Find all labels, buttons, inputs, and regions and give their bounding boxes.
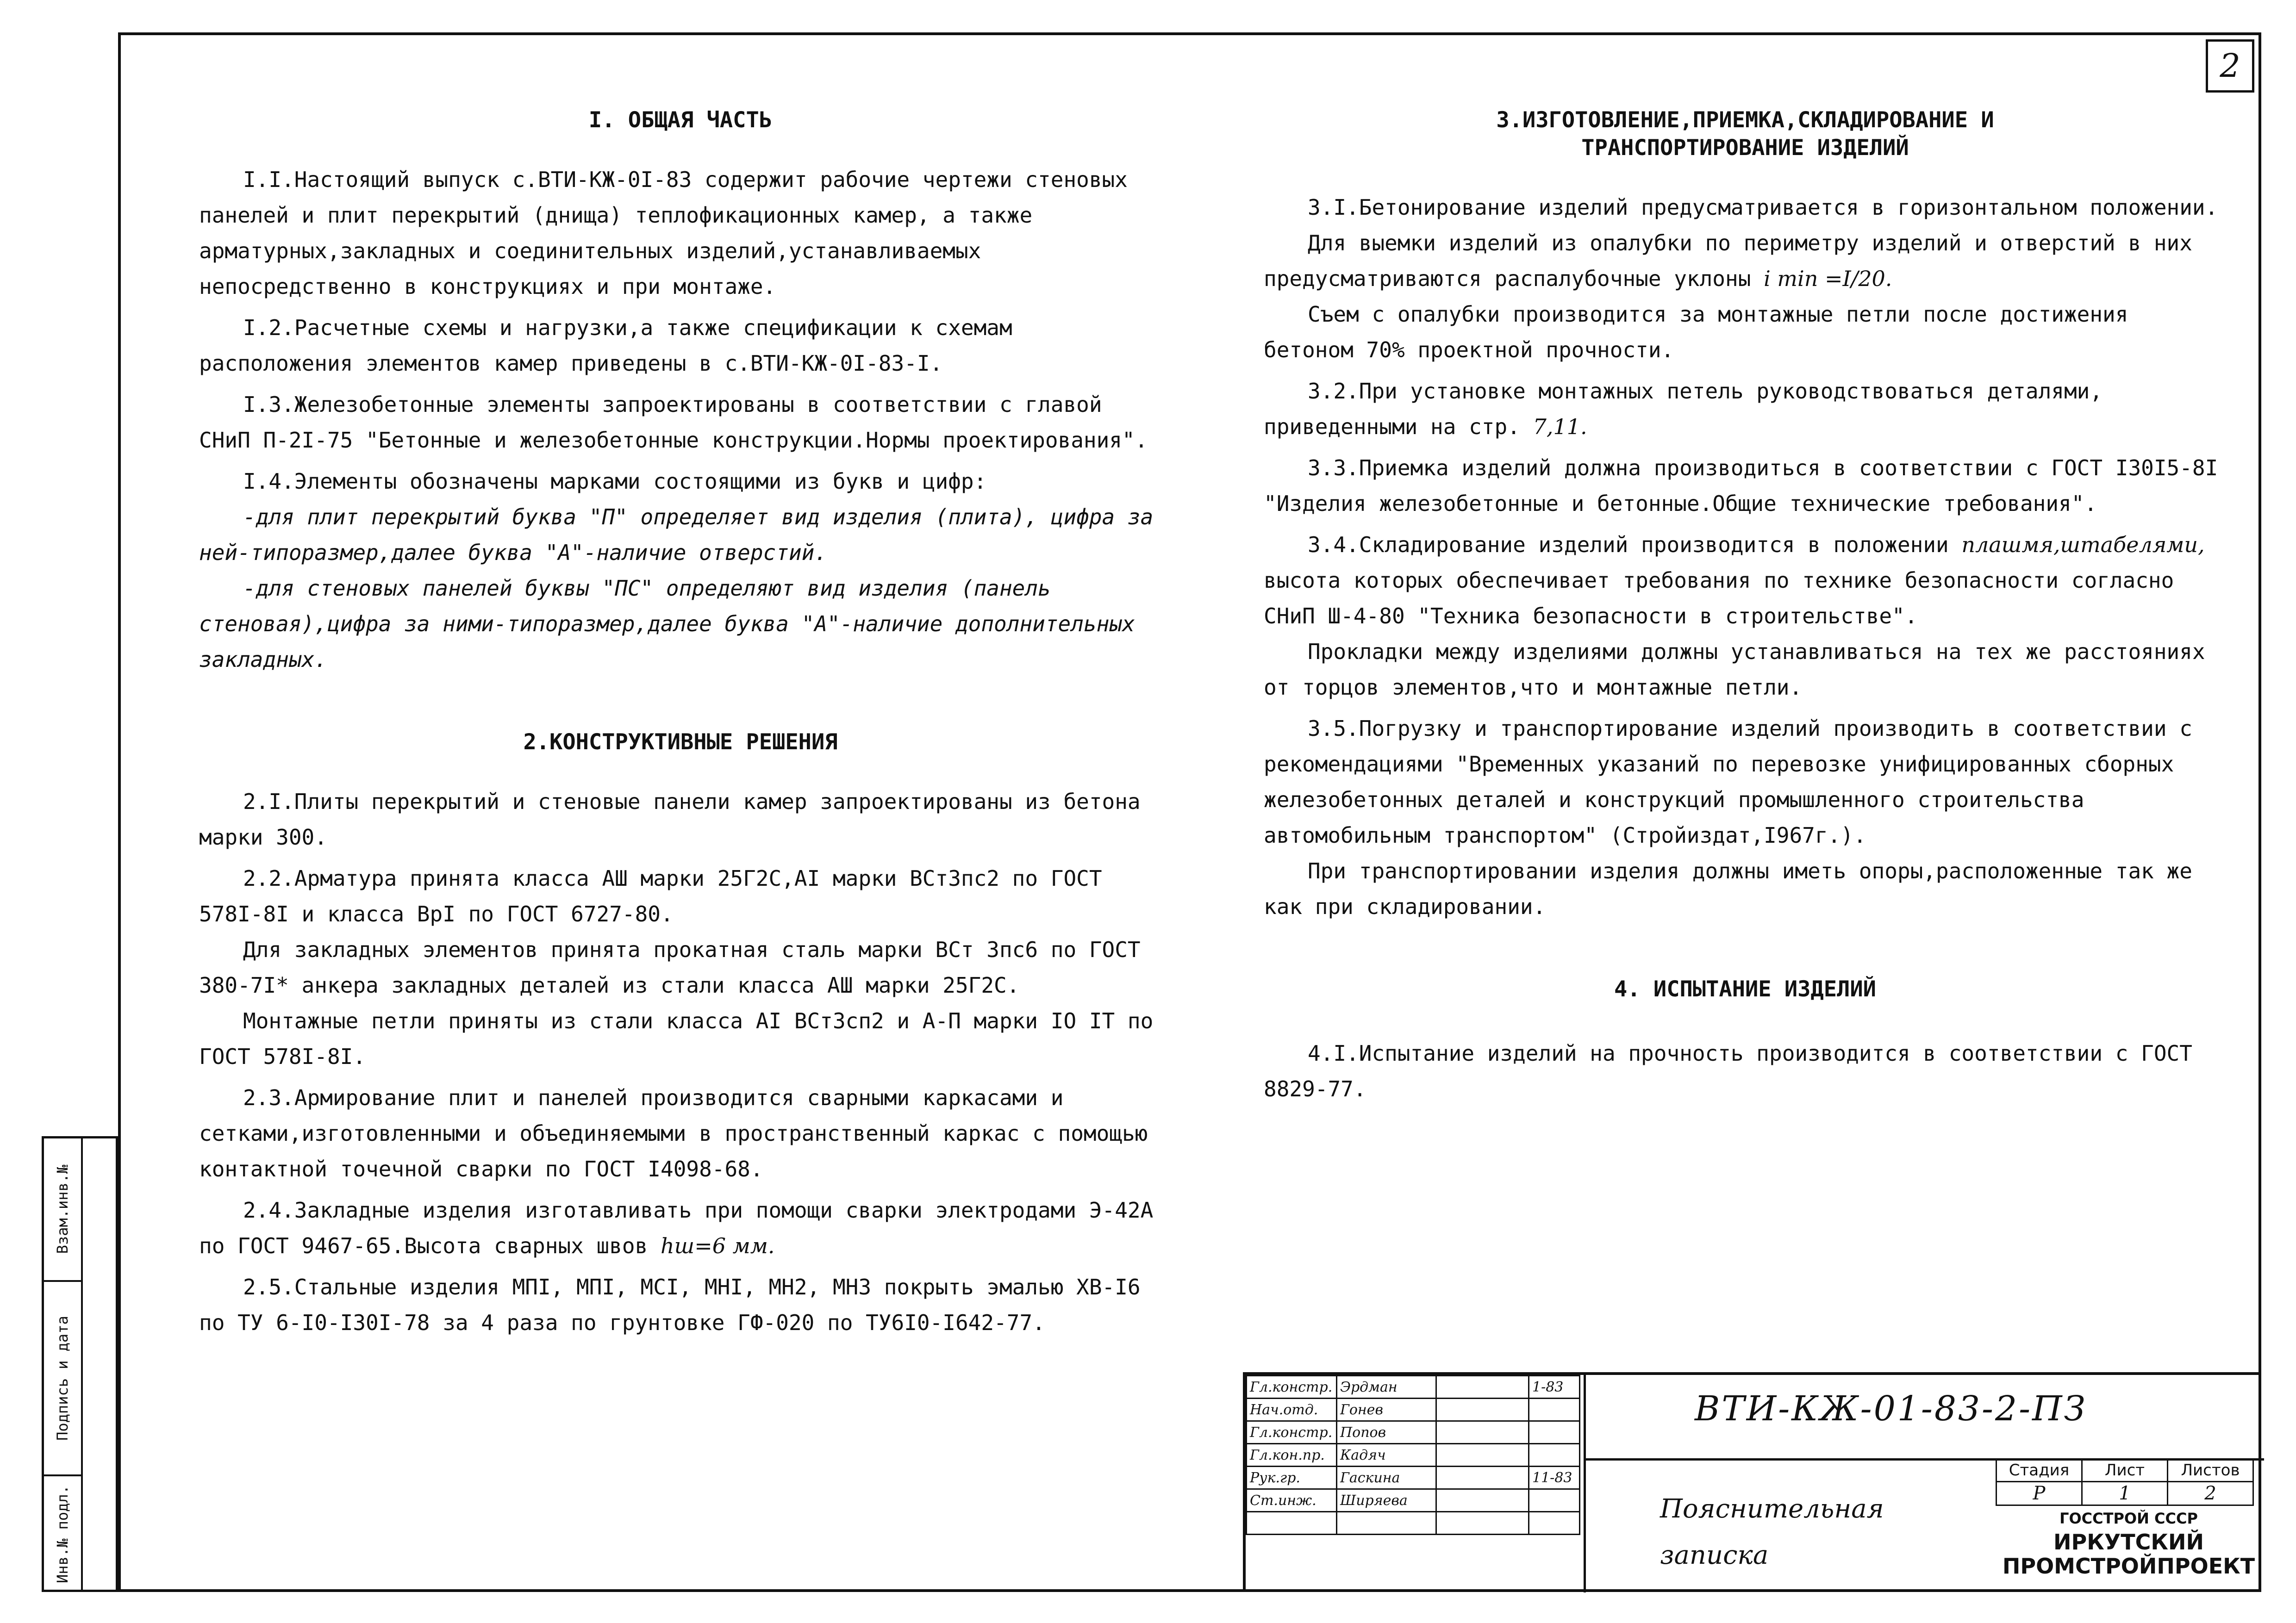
organization-line-1: ГОССТРОЙ СССР [2059, 1510, 2198, 1527]
organization-line-3: ПРОМСТРОЙПРОЕКТ [2002, 1554, 2255, 1579]
paragraph-3-4c: Прокладки между изделиями должны устанавливаться на тех же расстояниях от торцов элементов,что и монтажные петли. [1264, 639, 2205, 700]
signature-sign [1436, 1467, 1529, 1489]
document-code: ВТИ-КЖ-01-83-2-ПЗ [1695, 1389, 2087, 1429]
paragraph-3-5: 3.5.Погрузку и транспортирование изделий производить в соответствии с рекомендациями "Временных указаний по перевозке унифицированных сборных железобетонных деталей и конструкций промышленного строительства автомобильным транспортом" (Стройиздат,I967г.). [1264, 716, 2192, 848]
signature-sign [1436, 1512, 1529, 1535]
paragraph-2-2a: Для закладных элементов принята прокатная сталь марки ВСт 3пс6 по ГОСТ 380-7I* анкера закладных деталей из стали класса АШ марки 25Г2С. [199, 937, 1141, 998]
sheets-value: 2 [2168, 1482, 2253, 1505]
sheet-value: 1 [2082, 1482, 2168, 1505]
document-name-line-2: записка [1660, 1540, 1769, 1570]
signature-name: Гонев [1337, 1399, 1436, 1421]
signature-role: Ст.инж. [1247, 1489, 1337, 1512]
sheets-label: Листов [2168, 1459, 2253, 1482]
signature-row [1247, 1512, 1580, 1535]
signature-name: Попов [1337, 1421, 1436, 1444]
slope-value: i min =I/20. [1764, 266, 1892, 291]
paragraph-2-4 [199, 1193, 1162, 1264]
paragraph-1-1: I.I.Настоящий выпуск с.ВТИ-КЖ-0I-83 содержит рабочие чертежи стеновых панелей и плит перекрытий (днища) теплофикационных камер, а также арматурных,закладных и соединительных изделий,устанавливаемых непосредственно в конструкциях и при монтаже. [199, 167, 1128, 299]
paragraph-1-3: I.3.Железобетонные элементы запроектированы в соответствии с главой СНиП П-2I-75 "Бетонные и железобетонные конструкции.Нормы проектирования". [199, 392, 1148, 453]
signature-name: Гаскина [1337, 1467, 1436, 1489]
replacement-inv-label: Взам.инв.№ [54, 1164, 71, 1254]
left-column [199, 106, 1162, 1346]
section-2-title: 2.КОНСТРУКТИВНЫЕ РЕШЕНИЯ [523, 729, 838, 755]
section-3-title-line-1: 3.ИЗГОТОВЛЕНИЕ,ПРИЕМКА,СКЛАДИРОВАНИЕ И [1496, 107, 1994, 133]
signature-name [1337, 1512, 1436, 1535]
signature-sign [1436, 1489, 1529, 1512]
paragraph-3-1b: Съем с опалубки производится за монтажные петли после достижения бетоном 70% проектной прочности. [1264, 302, 2128, 362]
paragraph-3-4b: высота которых обеспечивает требования по технике безопасности согласно СНиП Ш-4-80 "Техника безопасности в строительстве". [1264, 568, 2174, 628]
stage-table [1996, 1458, 2254, 1506]
stage-value: Р [1997, 1482, 2082, 1505]
title-block-divider [1584, 1375, 1586, 1592]
strip-divider [81, 1138, 83, 1590]
signature-date-label: Подпись и дата [54, 1316, 71, 1441]
paragraph-2-2: 2.2.Арматура принята класса АШ марки 25Г2С,АI марки ВСт3пс2 по ГОСТ 578I-8I и класса ВрI по ГОСТ 6727-80. [199, 866, 1102, 927]
signature-row [1247, 1376, 1580, 1399]
paragraph-1-4b: -для стеновых панелей буквы "ПС" определяют вид изделия (панель стеновая),цифра за ними-типоразмер,далее буква "А"-наличие дополнительных закладных. [199, 576, 1135, 672]
signature-name: Ширяева [1337, 1489, 1436, 1512]
original-inv-label: Инв.№ подл. [54, 1485, 71, 1583]
signature-date-cell [44, 1282, 81, 1476]
original-inv-cell [44, 1476, 81, 1592]
signature-date: 1-83 [1529, 1376, 1580, 1399]
document-name [1660, 1486, 1884, 1579]
signature-date [1529, 1399, 1580, 1421]
paragraph-3-1: 3.I.Бетонирование изделий предусматривается в горизонтальном положении. [1308, 195, 2218, 220]
page-number: 2 [2206, 39, 2254, 93]
signature-role [1247, 1512, 1337, 1535]
paragraph-3-2 [1264, 373, 2227, 445]
signature-row [1247, 1489, 1580, 1512]
stage-label: Стадия [1997, 1459, 2082, 1482]
section-1-title: I. ОБЩАЯ ЧАСТЬ [588, 107, 773, 133]
signature-sign [1436, 1399, 1529, 1421]
section-3-title-line-2: ТРАНСПОРТИРОВАНИЕ ИЗДЕЛИЙ [1581, 135, 1909, 161]
signature-sign [1436, 1376, 1529, 1399]
paragraph-3-3: 3.3.Приемка изделий должна производиться в соответствии с ГОСТ I30I5-8I "Изделия железобетонные и бетонные.Общие технические требования". [1264, 455, 2218, 516]
signature-date: 11-83 [1529, 1467, 1580, 1489]
signature-row [1247, 1444, 1580, 1467]
paragraph-2-4-text: 2.4.Закладные изделия изготавливать при помощи сварки электродами Э-42А по ГОСТ 9467-65.Высота сварных швов [199, 1198, 1154, 1258]
signature-row [1247, 1399, 1580, 1421]
title-block [1243, 1372, 2261, 1592]
signature-role: Гл.констр. [1247, 1376, 1337, 1399]
signature-role: Гл.констр. [1247, 1421, 1337, 1444]
right-column [1264, 106, 2227, 1113]
paragraph-2-5: 2.5.Стальные изделия МПI, МПI, МСI, МНI, МН2, МН3 покрыть эмалью ХВ-I6 по ТУ 6-I0-I30I-78 за 4 раза по грунтовке ГФ-020 по ТУ6I0-I642-77. [199, 1275, 1141, 1335]
page-refs: 7,11. [1533, 414, 1587, 439]
paragraph-1-2: I.2.Расчетные схемы и нагрузки,а также спецификации к схемам расположения элементов камер приведены в с.ВТИ-КЖ-0I-83-I. [199, 315, 1012, 376]
paragraph-3-1a [1264, 225, 2227, 297]
paragraph-2-2b: Монтажные петли приняты из стали класса АI ВСт3сп2 и А-П марки IO IT по ГОСТ 578I-8I. [199, 1008, 1154, 1069]
paragraph-4-1: 4.I.Испытание изделий на прочность производится в соответствии с ГОСТ 8829-77. [1264, 1041, 2192, 1101]
signature-sign [1436, 1421, 1529, 1444]
signatures-body [1247, 1376, 1580, 1535]
signatures-table [1246, 1375, 1580, 1535]
paragraph-3-5a: При транспортировании изделия должны иметь опоры,расположенные так же как при складировании. [1264, 858, 2192, 919]
paragraph-3-2-text: 3.2.При установке монтажных петель руководствоваться деталями, приведенными на стр. [1264, 379, 2103, 439]
weld-height: hш=6 мм. [661, 1233, 775, 1258]
signature-date [1529, 1444, 1580, 1467]
paragraph-3-4 [1264, 527, 2227, 634]
replacement-inv-cell [44, 1138, 81, 1282]
signature-date [1529, 1489, 1580, 1512]
signature-role: Гл.кон.пр. [1247, 1444, 1337, 1467]
paragraph-1-4a: -для плит перекрытий буква "П" определяет вид изделия (плита), цифра за ней-типоразмер,далее буква "А"-наличие отверстий. [199, 504, 1154, 565]
section-4-title: 4. ИСПЫТАНИЕ ИЗДЕЛИЙ [1614, 976, 1876, 1002]
signature-date [1529, 1421, 1580, 1444]
signature-row [1247, 1467, 1580, 1489]
paragraph-2-1: 2.I.Плиты перекрытий и стеновые панели камер запроектированы из бетона марки 300. [199, 789, 1141, 850]
side-stamp-strip [42, 1136, 118, 1592]
signature-sign [1436, 1444, 1529, 1467]
document-name-line-1: Пояснительная [1660, 1494, 1884, 1524]
paragraph-3-4-text: 3.4.Складирование изделий производится в положении [1308, 532, 1949, 557]
signature-role: Нач.отд. [1247, 1399, 1337, 1421]
paragraph-2-3: 2.3.Армирование плит и панелей производится сварными каркасами и сетками,изготовленными и объединяемыми в пространственный каркас с помощью контактной точечной сварки по ГОСТ I4098-68. [199, 1085, 1148, 1181]
signature-name: Эрдман [1337, 1376, 1436, 1399]
sheet-label: Лист [2082, 1459, 2168, 1482]
signature-row [1247, 1421, 1580, 1444]
signature-name: Кадяч [1337, 1444, 1436, 1467]
paragraph-3-1a-text: Для выемки изделий из опалубки по периметру изделий и отверстий в них предусматриваются распалубочные уклоны [1264, 230, 2192, 291]
paragraph-1-4: I.4.Элементы обозначены марками состоящими из букв и цифр: [243, 469, 987, 494]
organization-line-2: ИРКУТСКИЙ [2053, 1530, 2204, 1555]
storage-position: плашмя,штабелями, [1961, 532, 2205, 557]
organization [1996, 1507, 2262, 1578]
signature-role: Рук.гр. [1247, 1467, 1337, 1489]
signature-date [1529, 1512, 1580, 1535]
